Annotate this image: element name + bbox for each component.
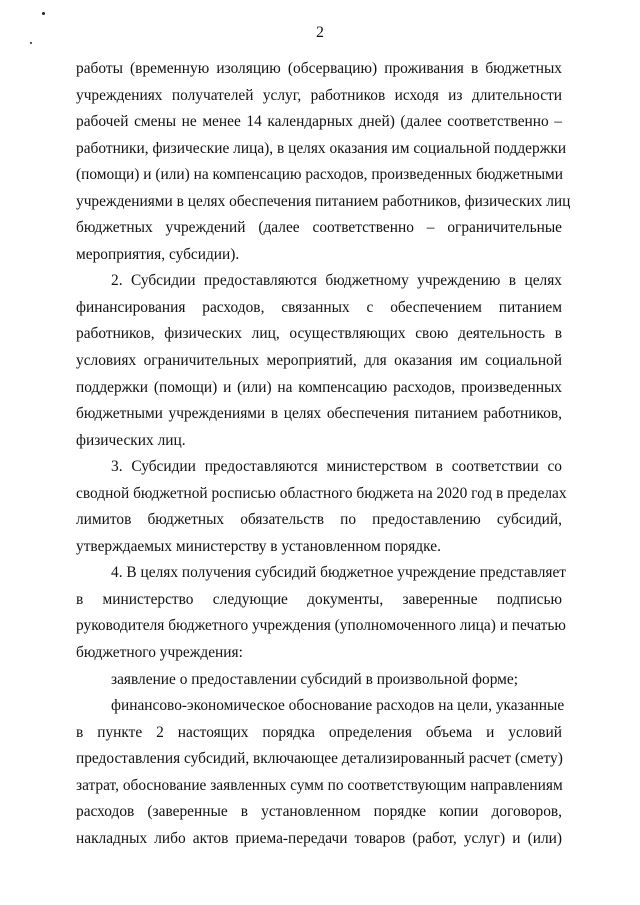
paragraph-line: учреждениях получателей услуг, работников исходя из длительности: [76, 86, 562, 104]
scan-speck: [42, 12, 45, 15]
paragraph-line: заявление о предоставлении субсидий в произвольной форме;: [111, 670, 519, 688]
paragraph: [76, 454, 567, 560]
paragraph-line: физических лиц.: [76, 431, 186, 449]
document-body: [76, 56, 571, 852]
paragraph-line: 4. В целях получения субсидий бюджетное учреждение представляет: [111, 564, 567, 582]
page-number: 2: [316, 24, 324, 41]
paragraph-line: бюджетных учреждений (далее соответственно – ограничительные: [76, 219, 562, 237]
paragraph-line: предоставления субсидий, включающее детализированный расчет (смету): [76, 750, 563, 768]
paragraph-line: мероприятия, субсидии).: [76, 245, 240, 263]
paragraph-line: накладных либо актов приема-передачи товаров (работ, услуг) и (или): [76, 829, 562, 847]
paragraph-line: (помощи) и (или) на компенсацию расходов, произведенных бюджетными: [76, 166, 564, 184]
paragraph: [76, 667, 562, 694]
paragraph-line: финансирования расходов, связанных с обеспечением питанием: [76, 298, 562, 316]
paragraph-line: условиях ограничительных мероприятий, для оказания им социальной: [76, 352, 562, 370]
paragraph-line: работы (временную изоляцию (обсервацию) проживания в бюджетных: [76, 60, 562, 77]
paragraph-line: поддержки (помощи) и (или) на компенсацию расходов, произведенных: [76, 378, 562, 396]
paragraph-line: рабочей смены не менее 14 календарных дней) (далее соответственно –: [76, 113, 562, 131]
paragraph-line: работников, физических лиц, осуществляющих свою деятельность в: [76, 325, 562, 343]
paragraph-line: финансово-экономическое обоснование расходов на цели, указанные: [111, 697, 565, 715]
paragraph-line: 2. Субсидии предоставляются бюджетному учреждению в целях: [111, 272, 562, 290]
paragraph-line: бюджетными учреждениями в целях обеспечения питанием работников,: [76, 405, 562, 423]
paragraph-line: сводной бюджетной росписью областного бюджета на 2020 год в пределах: [76, 484, 567, 502]
paragraph-line: бюджетного учреждения:: [76, 644, 243, 662]
paragraph-line: затрат, обоснование заявленных сумм по соответствующим направлениям: [76, 776, 563, 794]
paragraph-line: руководителя бюджетного учреждения (уполномоченного лица) и печатью: [76, 617, 566, 635]
paragraph-line: 3. Субсидии предоставляются министерством в соответствии со: [111, 458, 562, 476]
paragraph-line: учреждениями в целях обеспечения питанием работников, физических лиц: [76, 192, 571, 210]
paragraph-line: работники, физические лица), в целях оказания им социальной поддержки: [76, 139, 567, 157]
paragraph: [76, 56, 571, 268]
paragraph: [76, 268, 562, 454]
paragraph-line: утверждаемых министерству в установленном порядке.: [76, 537, 441, 555]
paragraph: [76, 693, 565, 852]
paragraph-line: в министерство следующие документы, заверенные подписью: [76, 590, 562, 608]
paragraph-line: в пункте 2 настоящих порядка определения объема и условий: [76, 723, 562, 741]
paragraph-line: расходов (заверенные в установленном порядке копии договоров,: [76, 803, 562, 821]
paragraph-line: лимитов бюджетных обязательств по предоставлению субсидий,: [76, 511, 562, 529]
paragraph: [76, 560, 567, 666]
